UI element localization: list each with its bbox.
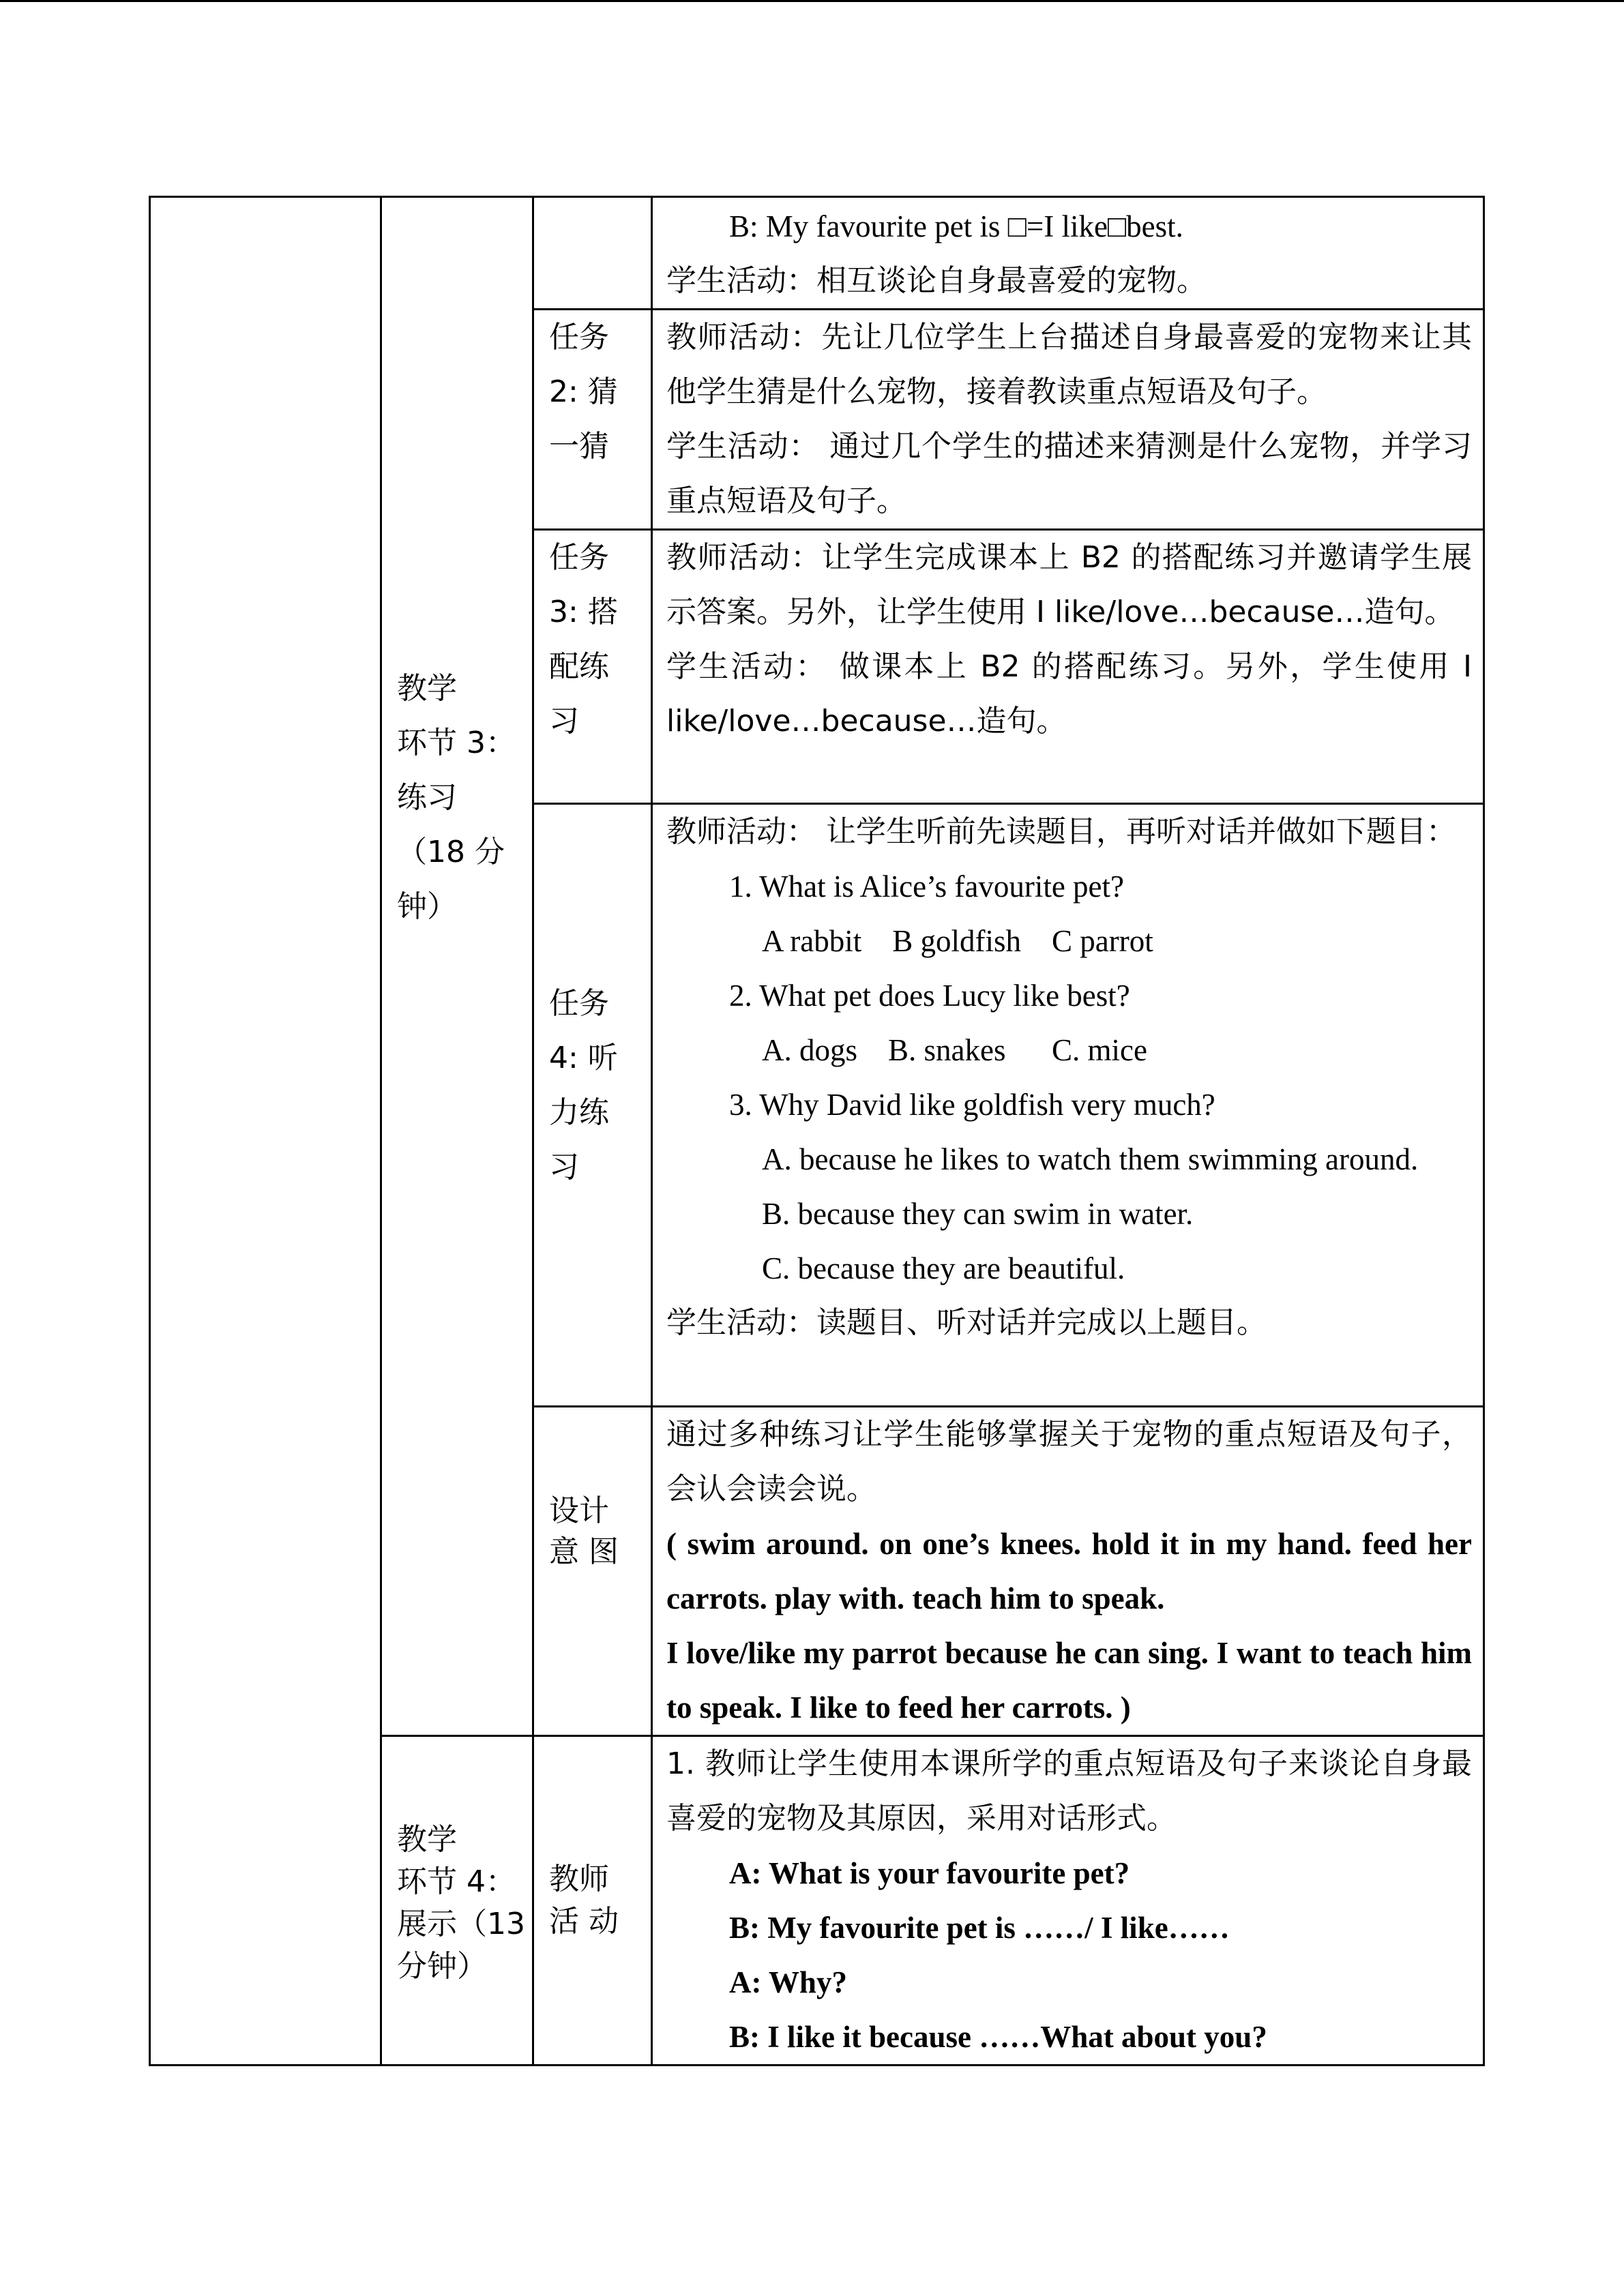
section4-label-line: 分钟）: [397, 1949, 487, 1984]
listening-questions: [666, 859, 1472, 1296]
section4-label-line: 环节 4：: [397, 1864, 516, 1899]
question-3-option-b: B. because they can swim in water.: [762, 1197, 1194, 1231]
lesson-plan-table: [149, 196, 1485, 2066]
question-2: 2. What pet does Lucy like best?: [729, 979, 1130, 1013]
dialog-line: B: My favourite pet is ……/ I like……: [729, 1911, 1230, 1945]
section4-label-line: 展示（13: [397, 1907, 525, 1941]
dialog-line: A: Why?: [729, 1965, 847, 1999]
question-2-options: A. dogs B. snakes C. mice: [762, 1033, 1147, 1067]
task3-label-line: 配练: [549, 649, 609, 684]
question-3-option-a: A. because he likes to watch them swimming around.: [762, 1142, 1419, 1176]
task3-content-cell: [652, 530, 1484, 804]
task2-content-cell: [652, 310, 1484, 530]
question-1-options: A rabbit B goldfish C parrot: [762, 924, 1153, 958]
design-label-line: 设计: [549, 1493, 609, 1528]
task3-label-cell: [533, 530, 652, 804]
design-label-cell: [533, 1407, 652, 1736]
dialog-line: A: What is your favourite pet?: [729, 1856, 1130, 1890]
key-phrases: ( swim around. on one’s knees. hold it in my hand. feed her carrots. play with. teach him to speak.: [666, 1527, 1472, 1615]
task2-label-line: 2: 猜: [549, 374, 618, 409]
student-activity: 学生活动： 通过几个学生的描述来猜测是什么宠物，并学习重点短语及句子。: [666, 429, 1472, 518]
role-label-line: 教师: [549, 1862, 609, 1896]
page-top-border: [0, 0, 1624, 2]
key-sentences: I love/like my parrot because he can sing. I want to teach him to speak. I like to feed her carrots. ): [666, 1636, 1472, 1725]
question-3: 3. Why David like goldfish very much?: [729, 1088, 1215, 1122]
section3-label-line: 教学: [397, 671, 457, 706]
student-activity: 学生活动：读题目、听对话并完成以上题目。: [666, 1305, 1267, 1340]
section4-content-cell: [652, 1736, 1484, 2066]
section4-label-cell: [381, 1736, 533, 2066]
task2-label-cell: [533, 310, 652, 530]
task3-label-line: 3: 搭: [549, 595, 618, 629]
dialog-line: B: I like it because ……What about you?: [729, 2020, 1267, 2054]
stage-column-cell: [150, 197, 381, 2066]
section3-label-line: （18 分: [397, 835, 505, 869]
task4-label-line: 任务: [549, 986, 609, 1021]
section3-label-line: 钟）: [397, 889, 457, 924]
section3-label-line: 环节 3：: [397, 726, 516, 760]
task3-label-line: 习: [549, 704, 579, 739]
section4-label-line: 教学: [397, 1822, 457, 1857]
task4-label-line: 力练: [549, 1095, 609, 1130]
task4-label-line: 习: [549, 1150, 579, 1184]
teacher-activity: 教师活动：先让几位学生上台描述自身最喜爱的宠物来让其他学生猜是什么宠物，接着教读重点短语及句子。: [666, 320, 1472, 409]
task4-label-line: 4: 听: [549, 1041, 618, 1075]
table-row: [150, 197, 1484, 310]
design-intent-text: 通过多种练习让学生能够掌握关于宠物的重点短语及句子，会认会读会说。: [666, 1417, 1472, 1506]
teacher-activity: 教师活动：让学生完成课本上 B2 的搭配练习并邀请学生展示答案。另外，让学生使用 I like/love…because…造句。: [666, 540, 1472, 629]
role-label-line: 活 动: [549, 1904, 619, 1939]
section3-label-line: 练习: [397, 780, 457, 815]
student-activity: 学生活动：相互谈论自身最喜爱的宠物。: [666, 263, 1207, 298]
task3-label-line: 任务: [549, 540, 609, 575]
task2-label-line: 任务: [549, 320, 609, 355]
teacher-instruction: 1. 教师让学生使用本课所学的重点短语及句子来谈论自身最喜爱的宠物及其原因，采用对话形式。: [666, 1746, 1472, 1836]
question-3-option-c: C. because they are beautiful.: [762, 1251, 1125, 1285]
section3-label-cell: [381, 197, 533, 1736]
task4-label-cell: [533, 804, 652, 1407]
design-label-line: 意 图: [549, 1534, 619, 1569]
design-content-cell: [652, 1407, 1484, 1736]
question-1: 1. What is Alice’s favourite pet?: [729, 869, 1125, 904]
student-activity: 学生活动： 做课本上 B2 的搭配练习。另外，学生使用 I like/love…because…造句。: [666, 649, 1472, 739]
intro-content-cell: [652, 197, 1484, 310]
task4-content-cell: [652, 804, 1484, 1407]
section4-role-cell: [533, 1736, 652, 2066]
empty-task-cell: [533, 197, 652, 310]
teacher-activity: 教师活动： 让学生听前先读题目，再听对话并做如下题目：: [666, 814, 1456, 849]
dialog-b-line: B: My favourite pet is □=I like□best.: [729, 209, 1183, 243]
task2-label-line: 一猜: [549, 429, 609, 464]
